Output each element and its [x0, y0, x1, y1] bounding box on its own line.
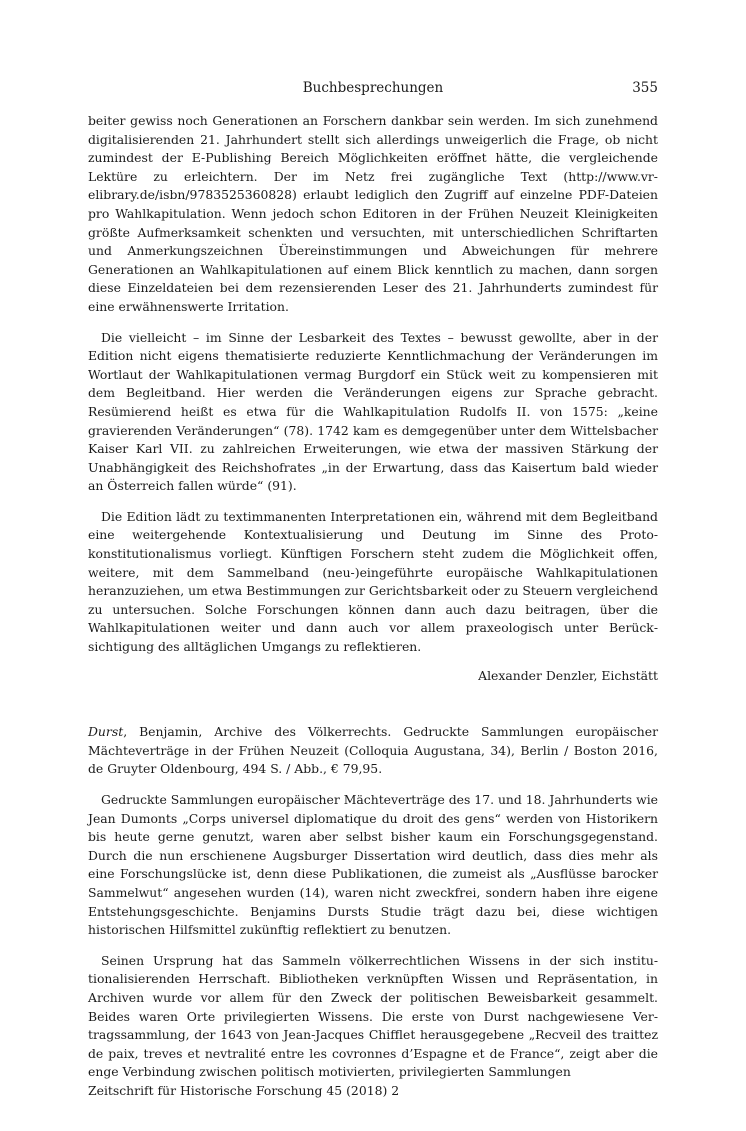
citation-author: Durst — [88, 724, 124, 740]
book-citation — [88, 723, 658, 779]
reviewer-signature: Alexander Denzler, Eichstätt — [478, 667, 658, 683]
review-separator — [88, 685, 658, 723]
paragraph-gap — [88, 940, 658, 952]
page-number: 355 — [632, 80, 658, 96]
paragraph-gap — [88, 317, 658, 329]
review1-paragraph-1: beiter gewiss noch Generationen an Forschern dankbar sein werden. Im sich zunehmend digitalisierenden 21. Jahrhundert stellt sich allerdings unweigerlich die Frage, ob nicht zumindest der E-Publishing Bereich Möglichkeiten eröffnet hätte, die vergleichende Lektüre zu erleichtern. Der im Netz frei zugängliche Text (http://www.vr-elibrary.de/isbn/9783525360828) erlaubt lediglich den Zugriff auf einzelne PDF-Dateien pro Wahlkapitulation. Wenn jedoch schon Editoren in der Frühen Neuzeit Kleinigkeiten größte Aufmerksamkeit schenkten und versuchten, mit unterschiedlichen Schriftarten und Anmerkungszeichnen Übereinstimmungen und Abweichungen für mehrere Generationen an Wahlkapitulationen auf einem Blick kenntlich zu machen, dann sorgen diese Einzeldateien bei dem rezensierenden Leser des 21. Jahrhunderts zumindest für eine erwähnenswerte Irritation. — [88, 113, 658, 314]
review2-paragraph-2: Seinen Ursprung hat das Sammeln völkerrechtlichen Wissens in der sich institutionalisierenden Herrschaft. Bibliotheken verknüpften Wissen und Repräsentation, in Archiven wurde vor allem für den Zweck der politischen Beweisbarkeit gesammelt. Beides waren Orte privilegierten Wissens. Die erste von Durst nachgewiesene Vertragssammlung, der 1643 von Jean-Jacques Chifflet herausgegebene „Recveil des traittez de paix, treves et nevtralité entre les covronnes d’Espagne et de France“, zeigt aber die enge Verbindung zwischen politisch motivierten, privilegierten Sammlungen — [88, 952, 658, 1080]
page — [88, 78, 658, 1082]
running-title: Buchbesprechungen — [302, 80, 444, 96]
citation-details: , Benjamin, Archive des Völkerrechts. Gedruckte Sammlungen europäischer Mächteverträge in der Frühen Neuzeit (Colloquia Augustana, 34), Berlin / Boston 2016, de Gruyter Oldenbourg, 494 S. / Abb., € 79,95. — [88, 724, 658, 777]
review2-paragraph-1: Gedruckte Sammlungen europäischer Mächteverträge des 17. und 18. Jahrhunderts wie Jean Dumonts „Corps universel diplomatique du droit des gens“ werden von Historikern bis heute gerne genutzt, waren aber selbst bisher kaum ein Forschungsgegenstand. Durch die nun erschienene Augsburger Dissertation wird deutlich, dass dies mehr als eine Forschungslücke ist, denn diese Publikationen, die zumeist als „Ausflüsse barocker Sammelwut“ angesehen wurden (14), waren nicht zweckfrei, sondern haben ihre eigene Entstehungsgeschichte. Benjamins Dursts Studie trägt dazu bei, diese wichtigen historischen Hilfsmittel zukünftig reflektiert zu benutzen. — [88, 792, 658, 938]
running-head — [88, 78, 658, 102]
review1-paragraph-3: Die Edition lädt zu textimmanenten Interpretationen ein, während mit dem Begleitband eine weitergehende Kontextualisierung und Deutung im Sinne des Protokonstitutionalismus vorliegt. Künftigen Forschern steht zudem die Möglichkeit offen, weitere, mit dem Sammelband (neu-)eingeführte europäische Wahlkapitulationen heranzuziehen, um etwa Bestimmungen zur Gerichtsbarkeit oder zu Steuern vergleichend zu untersuchen. Solche Forschungen können dann auch dazu beitragen, über die Wahlkapitulationen weiter und dann auch vor allem praxeologisch unter Berücksichtigung des alltäglichen Umgangs zu reflektieren. — [88, 508, 658, 655]
paragraph-gap — [88, 496, 658, 508]
journal-footer: Zeitschrift für Historische Forschung 45 (2018) 2 — [88, 1083, 400, 1098]
review1-paragraph-2: Die vielleicht – im Sinne der Lesbarkeit des Textes – bewusst gewollte, aber in der Edition nicht eigens thematisierte reduzierte Kenntlichmachung der Veränderungen im Wortlaut der Wahlkapitulationen vermag Burgdorf ein Stück weit zu kompensieren mit dem Begleitband. Hier werden die Veränderungen eigens zur Sprache gebracht. Resümierend heißt es etwa für die Wahlkapitulation Rudolfs II. von 1575: „keine gravierenden Veränderungen“ (78). 1742 kam es demgegenüber unter dem Wittelsbacher Kaiser Karl VII. zu zahlreichen Erweiterungen, wie etwa der massiven Stärkung der Unabhängigkeit des Reichshofrates „in der Erwartung, dass das Kaisertum bald wieder an Österreich fallen würde“ (91). — [88, 329, 658, 494]
paragraph-gap — [88, 779, 658, 791]
